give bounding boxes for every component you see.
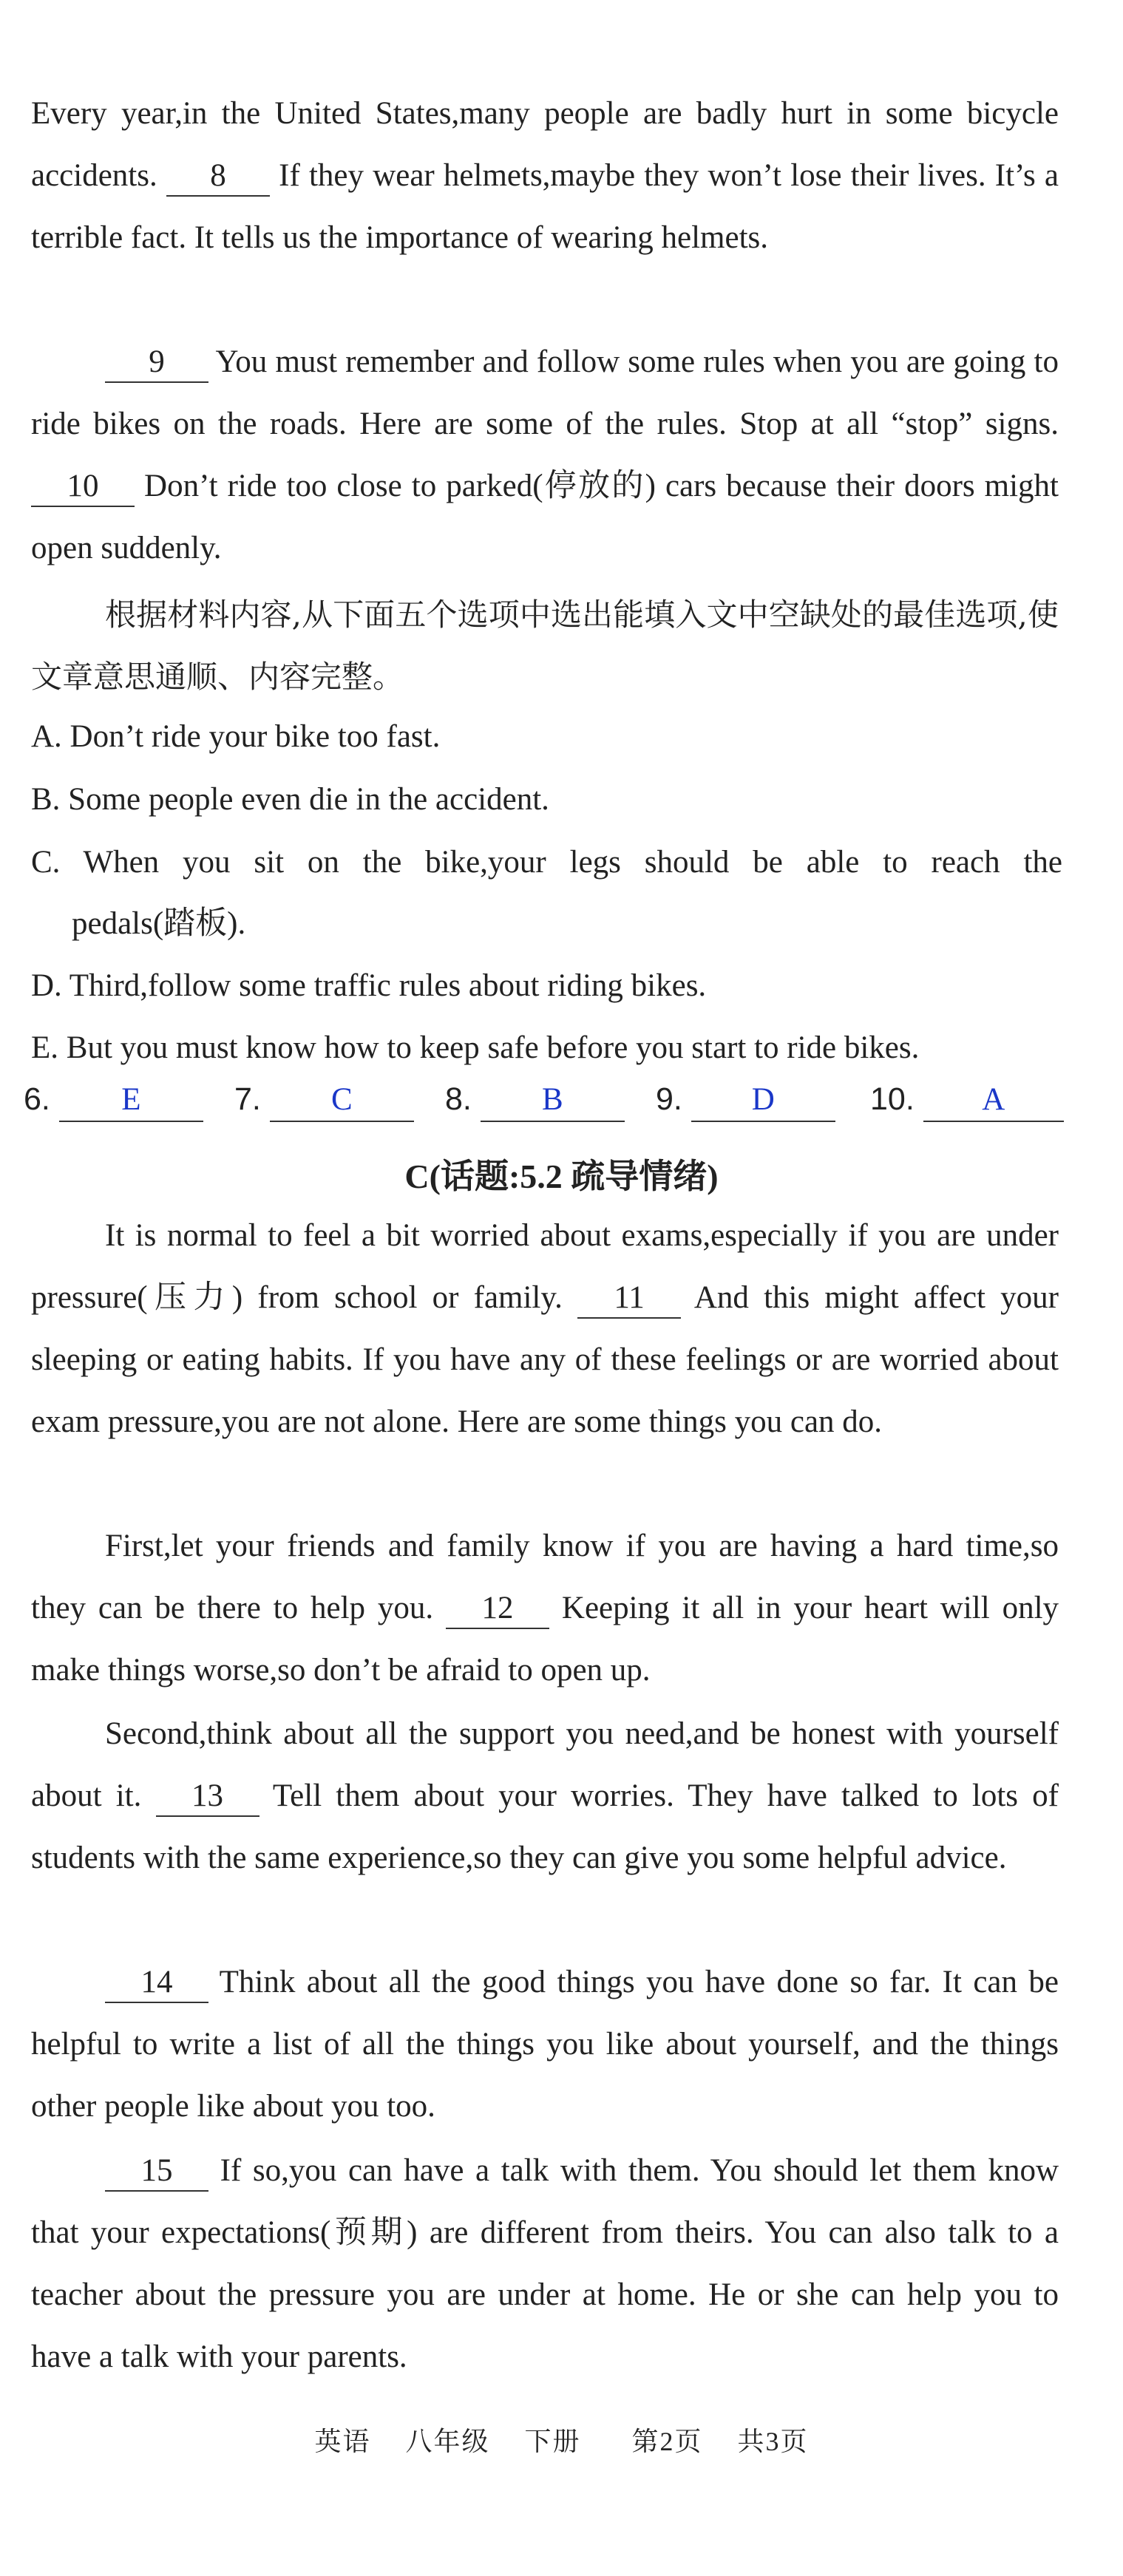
- blank-8: 8: [166, 157, 270, 197]
- blank-14: 14: [105, 1963, 208, 2003]
- text: Don’t ride too close to parked(停放的) cars because their doors might open suddenly.: [31, 469, 1059, 565]
- answer-number: 10.: [870, 1081, 915, 1117]
- answer-7: [234, 1079, 414, 1122]
- option-c-line2: pedals(踏板).: [72, 906, 246, 941]
- answer-number: 6.: [24, 1081, 50, 1117]
- paragraph-b1: [31, 83, 1059, 269]
- option-d: D. Third,follow some traffic rules about riding bikes.: [31, 968, 707, 1003]
- answer-value: B: [481, 1079, 625, 1122]
- blank-15: 15: [105, 2152, 208, 2192]
- text: It is normal to feel a bit worried about exams,especially if you are under pressure(压力) from school or family.: [31, 1218, 1059, 1315]
- blank-13: 13: [156, 1777, 259, 1817]
- option-c-line1: C. When you sit on the bike,your legs should be able to reach the: [31, 845, 1062, 880]
- text: If they wear helmets,maybe they won’t lose their lives. It’s a terrible fact. It tells us the importance of wearing helmets.: [31, 158, 1059, 255]
- footer-total: 共3页: [737, 2427, 809, 2456]
- answer-number: 9.: [656, 1081, 682, 1117]
- answer-number: 7.: [234, 1081, 261, 1117]
- answer-value: A: [923, 1079, 1064, 1122]
- footer-subject: 英语: [314, 2427, 371, 2456]
- answer-row: [24, 1079, 1073, 1138]
- text: Every year,in the United States,many people are badly hurt in some bicycle accidents.: [31, 96, 1059, 193]
- footer-volume: 下册: [524, 2427, 581, 2456]
- text: Tell them about your worries. They have talked to lots of students with the same experience,so they can give you some helpful advice.: [31, 1778, 1059, 1875]
- option-b: B. Some people even die in the accident.: [31, 782, 549, 817]
- blank-12: 12: [446, 1589, 549, 1629]
- text: Second,think about all the support you need,and be honest with yourself about it.: [31, 1716, 1059, 1813]
- answer-value: C: [270, 1079, 414, 1122]
- option-e: E. But you must know how to keep safe before you start to ride bikes.: [31, 1030, 920, 1065]
- paragraph-c2: [31, 1515, 1059, 1702]
- page-footer: [0, 2421, 1123, 2458]
- text: Think about all the good things you have done so far. It can be helpful to write a list of all the things you like about yourself, and the things other people like about you too.: [31, 1965, 1059, 2124]
- answer-10: [870, 1079, 1064, 1122]
- blank-10: 10: [31, 467, 135, 507]
- paragraph-c3: [31, 1703, 1059, 1889]
- section-c-title: C(话题:5.2 疏导情绪): [404, 1158, 719, 1195]
- instruction: 根据材料内容,从下面五个选项中选出能填入文中空缺处的最佳选项,使文章意思通顺、内容完整。: [31, 597, 1059, 695]
- paragraph-c4: [31, 1951, 1059, 2138]
- text: And this might affect your sleeping or eating habits. If you have any of these feelings or are worried about exam pressure,you are not alone. Here are some things you can do.: [31, 1280, 1059, 1439]
- text: If so,you can have a talk with them. You should let them know that your expectations(预期) are different from theirs. You can also talk to a teacher about the pressure you are under at home. He or she can help you to have a talk with your parents.: [31, 2153, 1059, 2374]
- blank-11: 11: [577, 1279, 681, 1319]
- answer-9: [656, 1079, 835, 1122]
- answer-value: E: [59, 1079, 203, 1122]
- option-a: A. Don’t ride your bike too fast.: [31, 719, 441, 754]
- footer-grade: 八年级: [405, 2427, 490, 2456]
- answer-8: [445, 1079, 625, 1122]
- paragraph-b2: [31, 331, 1059, 580]
- text: You must remember and follow some rules when you are going to ride bikes on the roads. Here are some of the rules. Stop at all “stop” signs.: [31, 344, 1059, 441]
- footer-page: 第2页: [631, 2427, 703, 2456]
- answer-value: D: [691, 1079, 835, 1122]
- paragraph-c1: [31, 1205, 1059, 1453]
- paragraph-c5: [31, 2140, 1059, 2388]
- text: First,let your friends and family know if you are having a hard time,so they can be there to help you.: [31, 1529, 1059, 1625]
- text: Keeping it all in your heart will only make things worse,so don’t be afraid to open up.: [31, 1591, 1059, 1688]
- blank-9: 9: [105, 343, 208, 383]
- answer-6: [24, 1079, 203, 1122]
- answer-number: 8.: [445, 1081, 472, 1117]
